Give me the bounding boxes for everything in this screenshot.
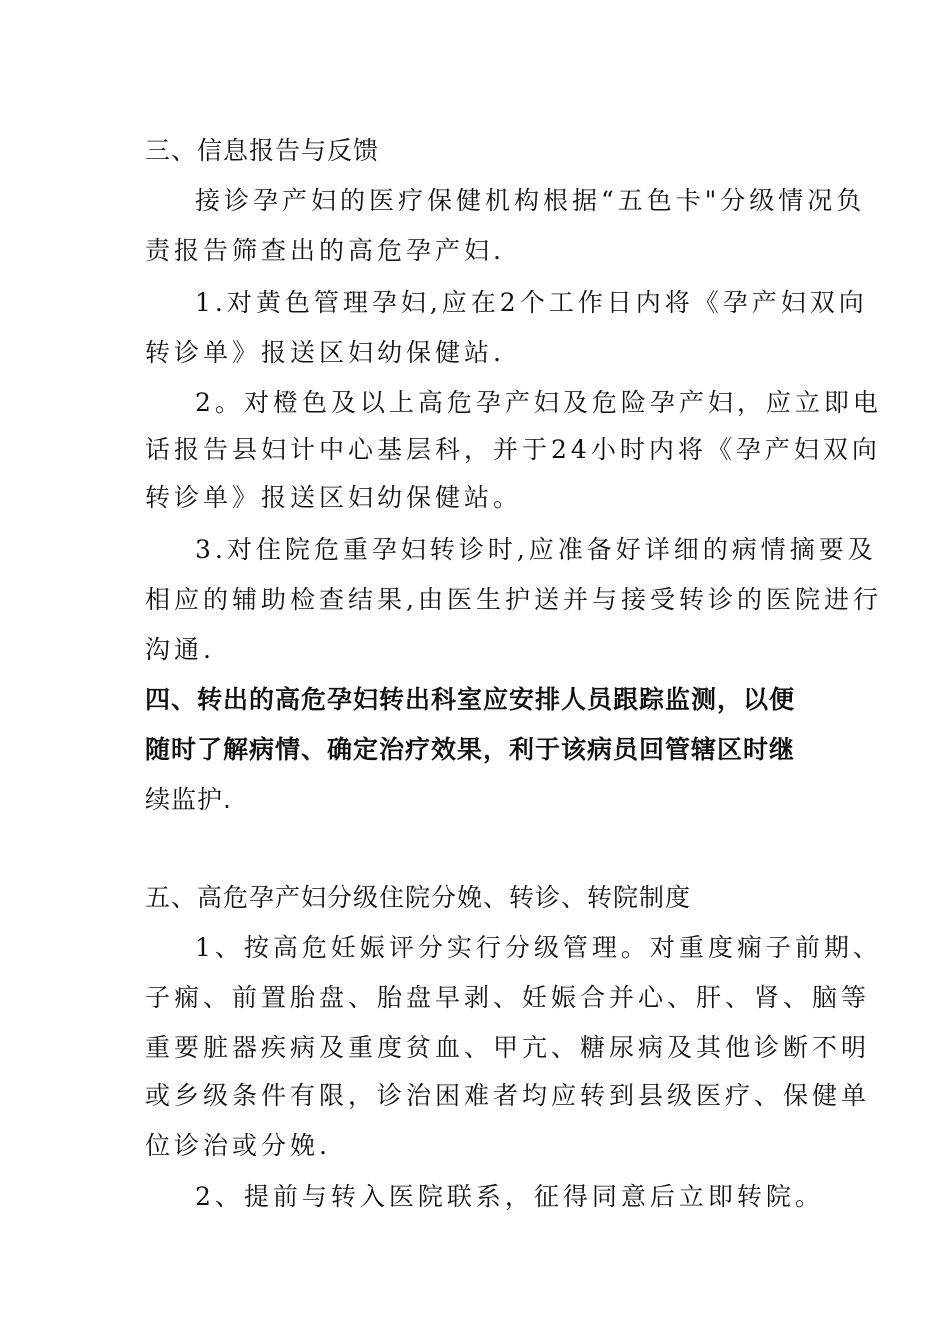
section-3-paragraph-1-line-2: 责报告筛查出的高危孕产妇.	[145, 236, 505, 265]
section-5-item-1-line-4: 或乡级条件有限，诊治困难者均应转到县级医疗、保健单	[145, 1081, 871, 1110]
section-3-item-2-line-1: 2。对橙色及以上高危孕产妇及危险孕产妇，应立即电	[195, 388, 882, 417]
section-5-item-1-line-5: 位诊治或分娩.	[145, 1131, 331, 1160]
section-3-item-3-line-1: 3.对住院危重孕妇转诊时,应准备好详细的病情摘要及	[195, 535, 877, 564]
section-4-line-2: 随时了解病情、确定治疗效果，利于该病员回管辖区时继	[145, 735, 796, 764]
section-4-line-3: 续监护.	[145, 785, 232, 814]
section-5-heading: 五、高危孕产妇分级住院分娩、转诊、转院制度	[145, 883, 692, 912]
section-3-item-3-line-3: 沟通.	[145, 635, 215, 664]
section-3-item-2-line-3: 转诊单》报送区妇幼保健站。	[145, 483, 523, 512]
section-3-item-1-line-1: 1.对黄色管理孕妇,应在2个工作日内将《孕产妇双向	[195, 288, 868, 317]
section-5-item-2-line-1: 2、提前与转入医院联系，征得同意后立即转院。	[195, 1182, 824, 1211]
section-5-item-1-line-2: 子痫、前置胎盘、胎盘早剥、妊娠合并心、肝、肾、脑等	[145, 983, 871, 1012]
section-5-item-1-line-1: 1、按高危妊娠评分实行分级管理。对重度痫子前期、	[195, 933, 882, 962]
section-3-item-3-line-2: 相应的辅助检查结果,由医生护送并与接受转诊的医院进行	[145, 585, 882, 614]
section-4-line-1: 四、转出的高危孕妇转出科室应安排人员跟踪监测，以便	[145, 685, 796, 714]
section-3-item-1-line-2: 转诊单》报送区妇幼保健站.	[145, 338, 505, 367]
section-3-heading: 三、信息报告与反馈	[145, 136, 380, 165]
section-3-item-2-line-2: 话报告县妇计中心基层科，并于24小时内将《孕产妇双向	[145, 435, 881, 464]
section-5-item-1-line-3: 重要脏器疾病及重度贫血、甲亢、糖尿病及其他诊断不明	[145, 1033, 871, 1062]
section-3-paragraph-1-line-1: 接诊孕产妇的医疗保健机构根据“五色卡"分级情况负	[195, 186, 866, 215]
